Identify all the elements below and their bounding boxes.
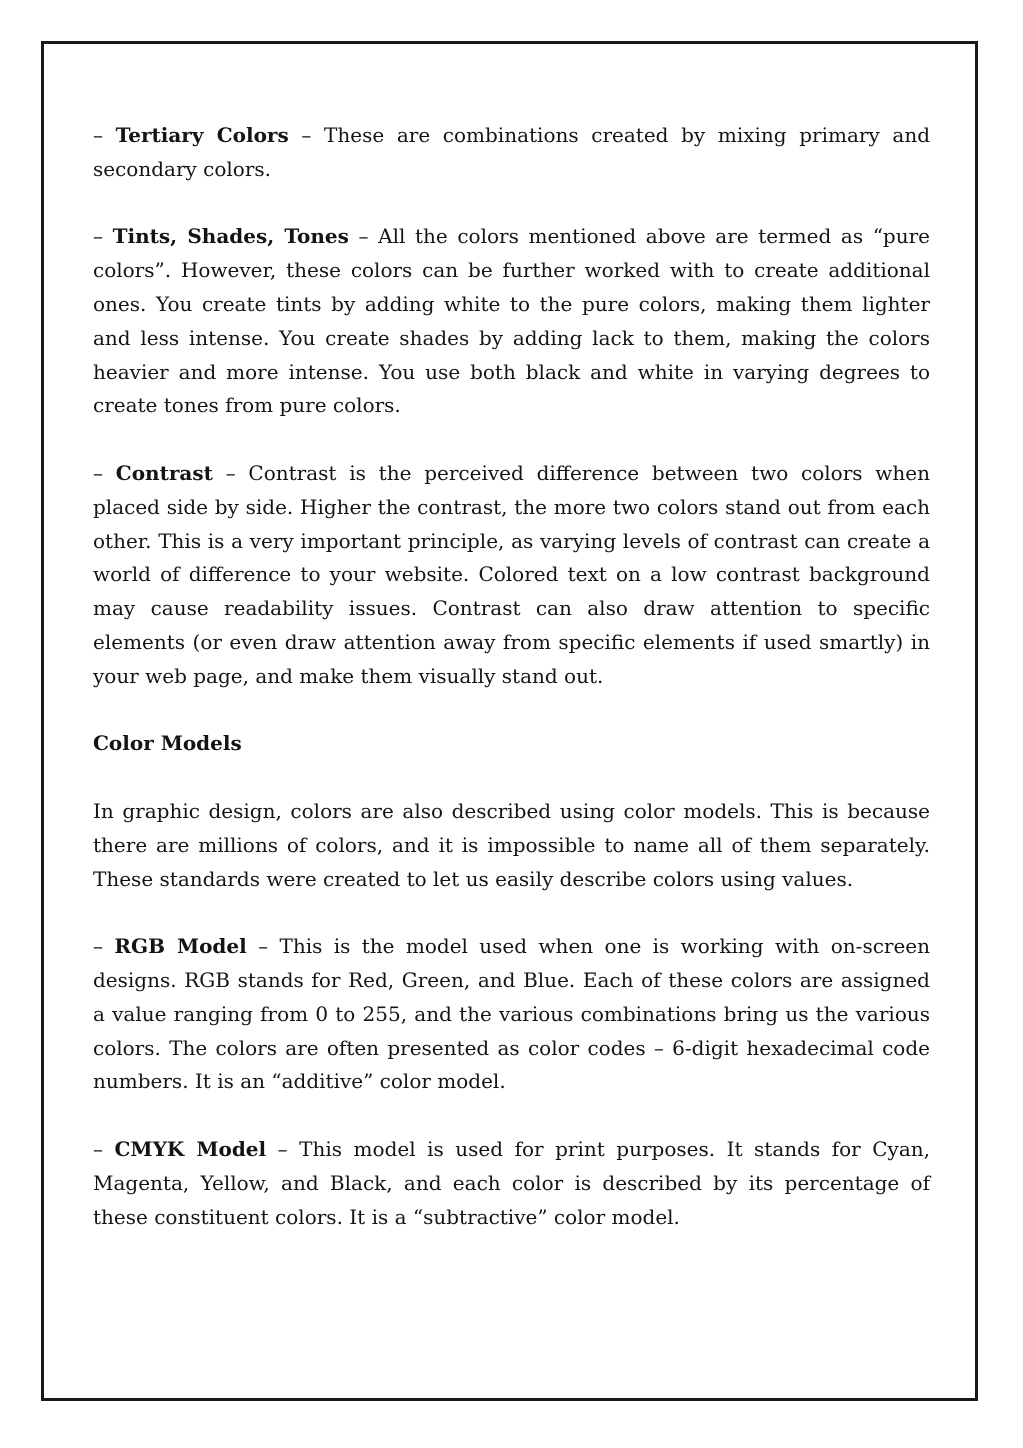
term-tertiary-colors: Tertiary Colors — [115, 123, 289, 147]
paragraph-rgb-model — [93, 930, 930, 1099]
paragraph-intro: In graphic design, colors are also described using color models. This is because there are millions of colors, and it is impossible to name all of them separately. These standards were created to let us easily describe colors using values. — [93, 798, 930, 891]
paragraph-tints-shades-tones — [93, 220, 930, 423]
paragraph-contrast — [93, 457, 930, 694]
dash: – — [93, 460, 103, 485]
paragraph-text: – This model is used for print purposes. It stands for Cyan, Magenta, Yellow, and Black, and each color is described by its percentage of these constituent colors. It is a “subtractive” color model. — [93, 1136, 931, 1229]
document-body — [93, 119, 930, 1268]
term-rgb-model: RGB Model — [114, 934, 247, 959]
term-tints-shades-tones: Tints, Shades, Tones — [112, 224, 349, 249]
term-cmyk-model: CMYK Model — [114, 1136, 267, 1161]
paragraph-text: – This is the model used when one is working with on-screen designs. RGB stands for Red, Green, and Blue. Each of these colors are assigned a value ranging from 0 to 255, and the various combinations bring us the various colors. The colors are often presented as color codes – 6-digit hexadecimal code numbers. It is an “additive” color model. — [93, 934, 931, 1094]
paragraph-text: – These are combinations created by mixing primary and secondary colors. — [93, 123, 931, 181]
dash: – — [93, 1136, 103, 1161]
section-heading: Color Models — [93, 731, 242, 756]
paragraph-cmyk-model — [93, 1133, 930, 1234]
term-contrast: Contrast — [115, 460, 213, 485]
dash: – — [93, 224, 103, 249]
dash: – — [93, 934, 103, 959]
paragraph-text: – All the colors mentioned above are termed as “pure colors”. However, these colors can be further worked with to create additional ones. You create tints by adding white to the pure colors, making them lighter and less intense. You create shades by adding lack to them, making the colors heavier and more intense. You use both black and white in varying degrees to create tones from pure colors. — [93, 224, 931, 418]
paragraph-tertiary-colors — [93, 119, 930, 187]
paragraph-text: – Contrast is the perceived difference between two colors when placed side by side. Higher the contrast, the more two colors stand out from each other. This is a very important principle, as varying levels of contrast can create a world of difference to your website. Colored text on a low contrast background may cause readability issues. Contrast can also draw attention to specific elements (or even draw attention away from specific elements if used smartly) in your web page, and make them visually stand out. — [93, 460, 931, 688]
dash: – — [93, 123, 103, 147]
